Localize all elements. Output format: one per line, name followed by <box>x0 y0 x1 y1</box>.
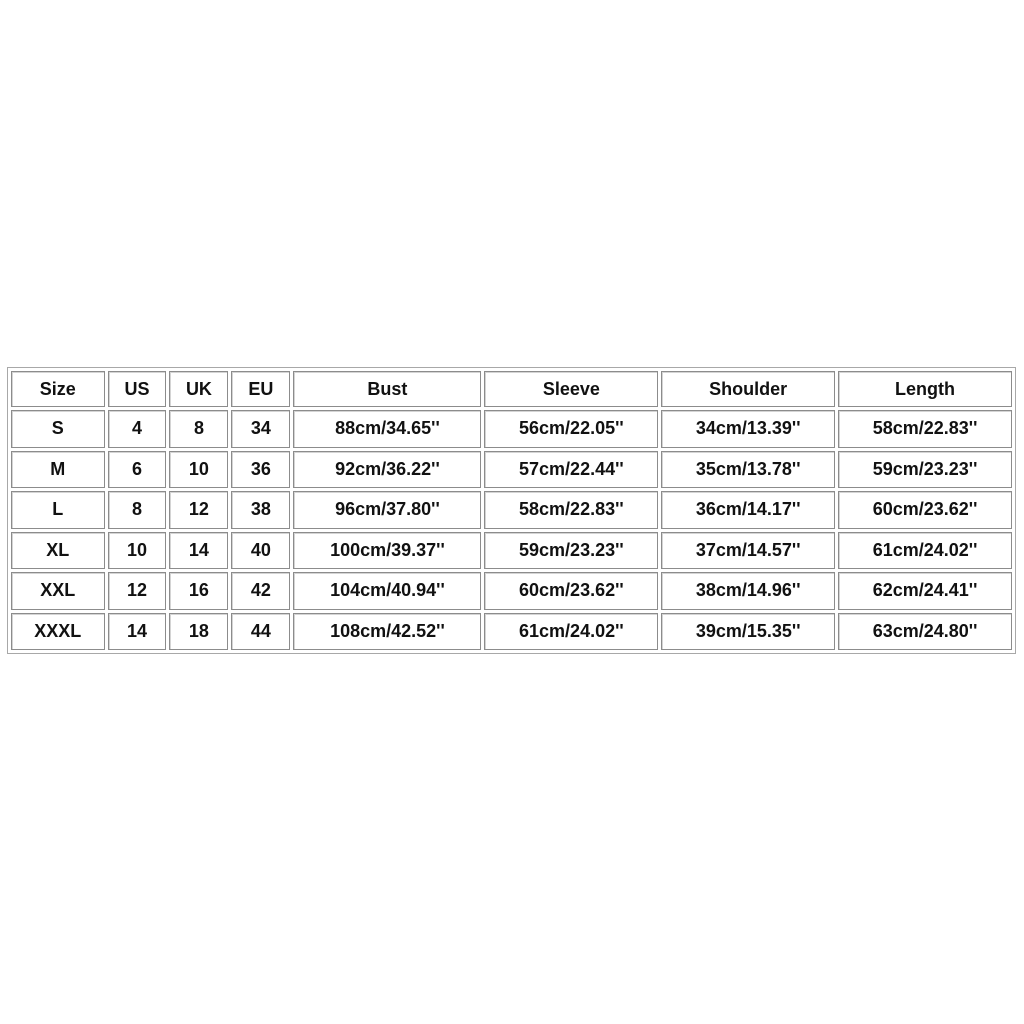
cell-bust: 100cm/39.37'' <box>293 532 481 570</box>
cell-us: 10 <box>108 532 167 570</box>
cell-uk: 8 <box>169 410 228 448</box>
cell-shoulder: 35cm/13.78'' <box>661 451 835 489</box>
cell-bust: 92cm/36.22'' <box>293 451 481 489</box>
cell-size: M <box>11 451 105 489</box>
cell-size: XXL <box>11 572 105 610</box>
cell-sleeve: 56cm/22.05'' <box>484 410 658 448</box>
header-cell-sleeve: Sleeve <box>484 371 658 407</box>
cell-eu: 42 <box>231 572 290 610</box>
header-cell-eu: EU <box>231 371 290 407</box>
cell-size: XXXL <box>11 613 105 651</box>
table-row <box>11 491 1012 529</box>
cell-uk: 16 <box>169 572 228 610</box>
cell-us: 4 <box>108 410 167 448</box>
header-row <box>11 371 1012 407</box>
table-row <box>11 451 1012 489</box>
cell-shoulder: 36cm/14.17'' <box>661 491 835 529</box>
cell-size: S <box>11 410 105 448</box>
cell-shoulder: 37cm/14.57'' <box>661 532 835 570</box>
cell-sleeve: 57cm/22.44'' <box>484 451 658 489</box>
cell-sleeve: 61cm/24.02'' <box>484 613 658 651</box>
header-cell-shoulder: Shoulder <box>661 371 835 407</box>
cell-us: 14 <box>108 613 167 651</box>
cell-bust: 104cm/40.94'' <box>293 572 481 610</box>
cell-length: 60cm/23.62'' <box>838 491 1012 529</box>
header-cell-size: Size <box>11 371 105 407</box>
table-row <box>11 532 1012 570</box>
cell-eu: 40 <box>231 532 290 570</box>
cell-sleeve: 60cm/23.62'' <box>484 572 658 610</box>
cell-sleeve: 59cm/23.23'' <box>484 532 658 570</box>
header-cell-length: Length <box>838 371 1012 407</box>
header-cell-us: US <box>108 371 167 407</box>
cell-sleeve: 58cm/22.83'' <box>484 491 658 529</box>
cell-length: 58cm/22.83'' <box>838 410 1012 448</box>
cell-length: 59cm/23.23'' <box>838 451 1012 489</box>
cell-eu: 34 <box>231 410 290 448</box>
cell-shoulder: 34cm/13.39'' <box>661 410 835 448</box>
cell-uk: 12 <box>169 491 228 529</box>
cell-us: 8 <box>108 491 167 529</box>
cell-bust: 88cm/34.65'' <box>293 410 481 448</box>
cell-us: 12 <box>108 572 167 610</box>
cell-bust: 96cm/37.80'' <box>293 491 481 529</box>
cell-size: L <box>11 491 105 529</box>
cell-uk: 14 <box>169 532 228 570</box>
cell-us: 6 <box>108 451 167 489</box>
cell-length: 63cm/24.80'' <box>838 613 1012 651</box>
cell-uk: 10 <box>169 451 228 489</box>
cell-length: 61cm/24.02'' <box>838 532 1012 570</box>
header-cell-uk: UK <box>169 371 228 407</box>
cell-eu: 44 <box>231 613 290 651</box>
table-row <box>11 572 1012 610</box>
cell-eu: 36 <box>231 451 290 489</box>
cell-eu: 38 <box>231 491 290 529</box>
cell-shoulder: 39cm/15.35'' <box>661 613 835 651</box>
cell-bust: 108cm/42.52'' <box>293 613 481 651</box>
size-chart-table <box>7 367 1016 654</box>
cell-shoulder: 38cm/14.96'' <box>661 572 835 610</box>
cell-size: XL <box>11 532 105 570</box>
header-cell-bust: Bust <box>293 371 481 407</box>
cell-length: 62cm/24.41'' <box>838 572 1012 610</box>
table-row <box>11 410 1012 448</box>
table-row <box>11 613 1012 651</box>
cell-uk: 18 <box>169 613 228 651</box>
